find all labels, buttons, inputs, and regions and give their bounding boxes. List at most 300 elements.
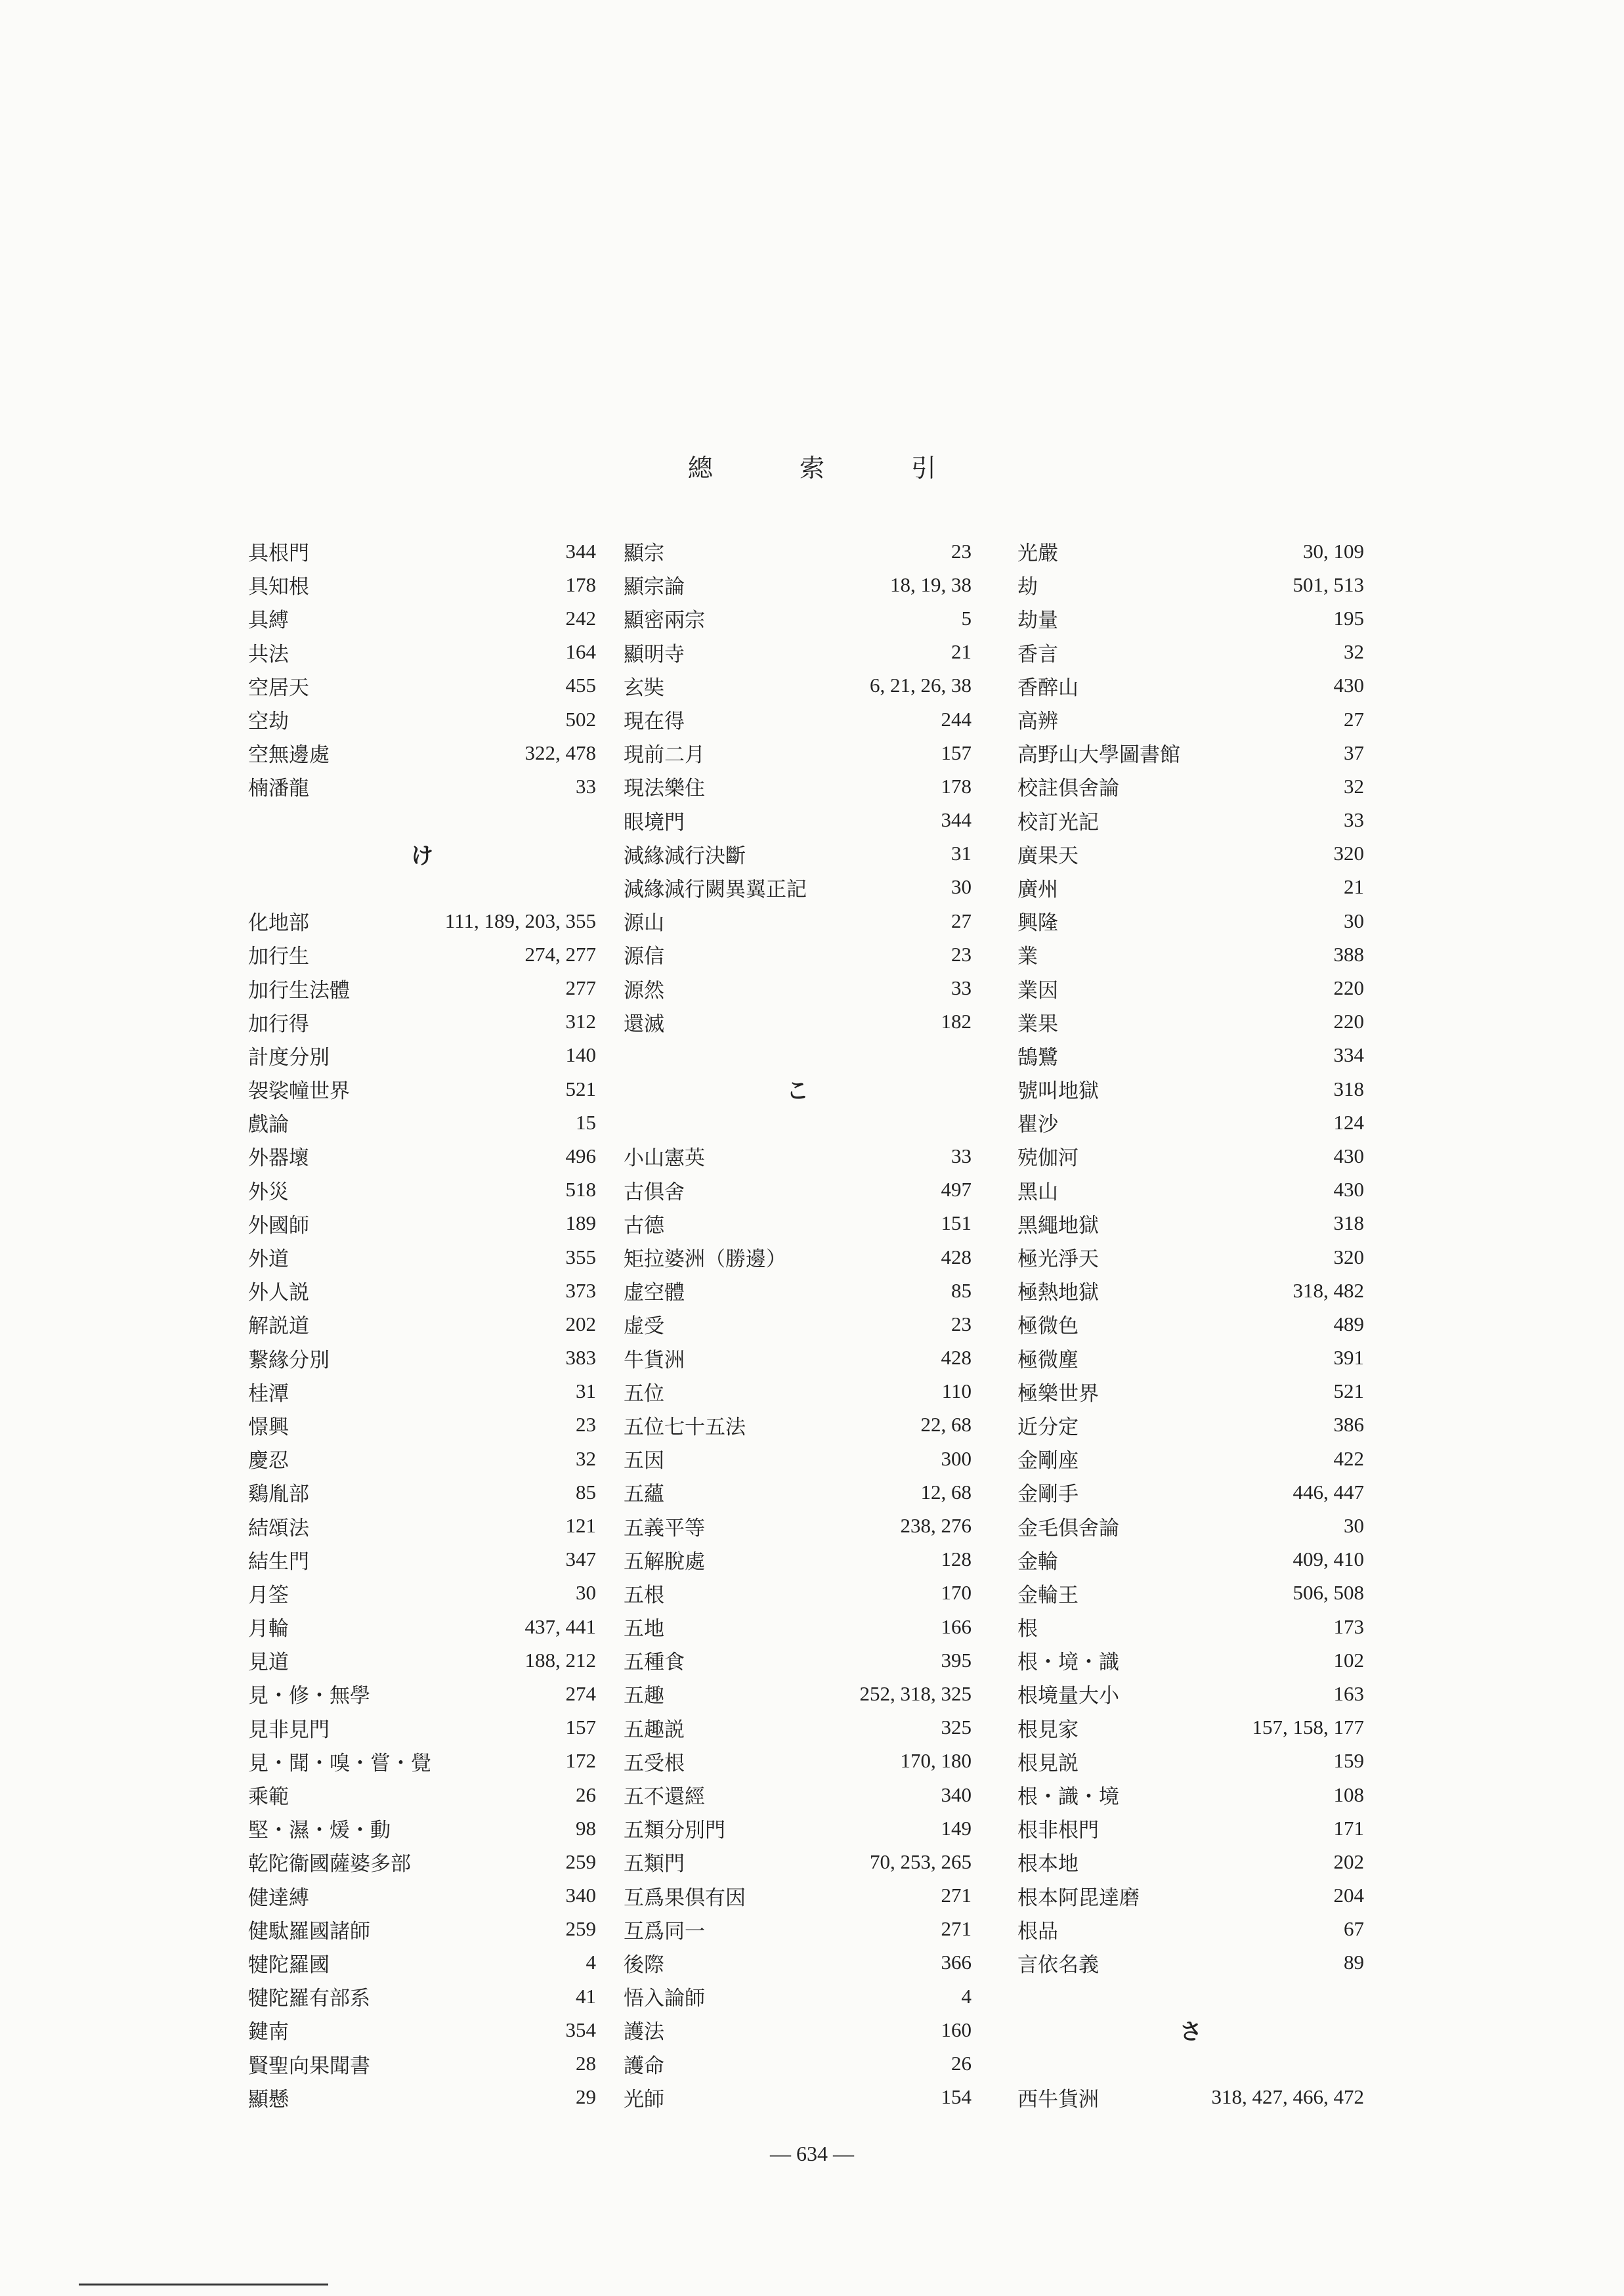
index-term: 外器壞 — [248, 1146, 309, 1171]
page-refs: 455 — [565, 674, 596, 697]
page-refs: 195 — [1333, 606, 1364, 630]
index-term: 憬興 — [248, 1415, 289, 1439]
spacer-row — [624, 1039, 972, 1072]
page-refs: 422 — [1333, 1446, 1364, 1470]
page-refs: 30, 109 — [1303, 539, 1364, 563]
index-term: 黑山 — [1017, 1180, 1058, 1204]
index-entry — [624, 971, 972, 1005]
index-term: 興隆 — [1017, 911, 1058, 936]
page-refs: 108 — [1333, 1783, 1364, 1806]
page-refs: 70, 253, 265 — [870, 1850, 972, 1873]
page-refs: 33 — [951, 976, 972, 1000]
page-refs: 395 — [941, 1648, 972, 1672]
index-term: 西牛貨洲 — [1017, 2087, 1099, 2112]
index-term: 金毛倶舍論 — [1017, 1516, 1119, 1540]
page-refs: 320 — [1333, 1245, 1364, 1268]
page-refs: 386 — [1333, 1413, 1364, 1437]
page-refs: 202 — [1333, 1850, 1364, 1873]
index-entry — [1017, 904, 1364, 938]
index-entry — [248, 1139, 596, 1173]
page-refs: 409, 410 — [1293, 1548, 1364, 1571]
index-term: 五種食 — [624, 1651, 685, 1675]
index-term: 香言 — [1017, 642, 1058, 666]
section-heading: さ — [1180, 2019, 1202, 2046]
page-refs: 98 — [576, 1816, 596, 1840]
index-term: 源然 — [624, 978, 664, 1003]
index-term: 現在得 — [624, 710, 685, 734]
index-entry — [624, 1711, 972, 1744]
index-entry — [624, 837, 972, 871]
page-refs: 259 — [565, 1917, 596, 1941]
index-term: 小山憲英 — [624, 1146, 705, 1171]
index-term: 光師 — [624, 2087, 664, 2112]
page-refs: 318 — [1333, 1077, 1364, 1100]
index-term: 堅・濕・煖・動 — [248, 1819, 391, 1843]
page-refs: 154 — [941, 2085, 972, 2109]
index-entry — [1017, 769, 1364, 803]
index-term: 楠潘龍 — [248, 777, 309, 801]
page-refs: 204 — [1333, 1884, 1364, 1907]
index-entry — [624, 2081, 972, 2114]
index-entry — [248, 1643, 596, 1677]
index-entry — [248, 1980, 596, 2013]
index-column-1 — [248, 534, 596, 2114]
index-term: 鍵南 — [248, 2020, 289, 2045]
index-term: 業果 — [1017, 1012, 1058, 1036]
index-term: 金輪王 — [1017, 1583, 1079, 1607]
index-term: 五解脫處 — [624, 1549, 705, 1574]
page-refs: 32 — [1344, 774, 1364, 798]
index-entry — [248, 1610, 596, 1643]
index-term: 根本阿毘達磨 — [1017, 1886, 1140, 1910]
index-entry — [248, 769, 596, 803]
index-term: 乾陀衞國薩婆多部 — [248, 1852, 411, 1876]
page-refs: 430 — [1333, 1178, 1364, 1202]
index-term: 顯宗 — [624, 542, 664, 566]
page-refs: 252, 318, 325 — [859, 1681, 972, 1705]
index-term: 犍陀羅國 — [248, 1953, 330, 1977]
index-entry — [1017, 1139, 1364, 1173]
page-refs: 37 — [1344, 741, 1364, 764]
index-entry — [624, 1946, 972, 1980]
index-entry — [1017, 1072, 1364, 1106]
page-refs: 26 — [951, 2052, 972, 2075]
page-refs: 159 — [1333, 1749, 1364, 1773]
index-term: 外人説 — [248, 1281, 309, 1305]
index-entry — [1017, 871, 1364, 904]
index-term: 五因 — [624, 1449, 664, 1473]
index-entry — [248, 534, 596, 568]
index-term: 極光淨天 — [1017, 1247, 1099, 1272]
index-entry — [624, 1845, 972, 1878]
index-entry — [248, 1475, 596, 1509]
index-entry — [1017, 1778, 1364, 1811]
index-entry — [248, 1173, 596, 1207]
index-entry — [1017, 1408, 1364, 1442]
index-term: 五蘊 — [624, 1483, 664, 1507]
page-refs: 41 — [576, 1984, 596, 2008]
index-term: 見非見門 — [248, 1718, 330, 1742]
index-entry — [624, 1610, 972, 1643]
index-entry — [1017, 669, 1364, 703]
page-refs: 140 — [565, 1043, 596, 1067]
page-refs: 111, 189, 203, 355 — [444, 909, 596, 932]
index-term: 殑伽河 — [1017, 1146, 1079, 1171]
index-entry — [1017, 1509, 1364, 1542]
page-refs: 6, 21, 26, 38 — [870, 674, 972, 697]
index-term: 根見家 — [1017, 1718, 1079, 1742]
page-refs: 344 — [565, 539, 596, 563]
index-term: 廣州 — [1017, 877, 1058, 901]
page-refs: 28 — [576, 2052, 596, 2075]
index-entry — [624, 1509, 972, 1542]
index-term: 劫 — [1017, 575, 1038, 599]
index-entry — [624, 703, 972, 736]
index-entry — [624, 1207, 972, 1240]
page-refs: 30 — [1344, 1514, 1364, 1538]
page-refs: 163 — [1333, 1681, 1364, 1705]
section-heading: け — [411, 842, 433, 869]
index-term: 瞿沙 — [1017, 1113, 1058, 1137]
index-term: 結頌法 — [248, 1516, 309, 1540]
index-entry — [624, 1576, 972, 1610]
index-entry — [248, 1039, 596, 1072]
page-refs: 164 — [565, 640, 596, 664]
page-refs: 178 — [941, 774, 972, 798]
page-refs: 27 — [1344, 707, 1364, 731]
index-entry — [624, 1274, 972, 1307]
index-entry — [1017, 1475, 1364, 1509]
page-refs: 391 — [1333, 1346, 1364, 1370]
index-entry — [624, 1543, 972, 1576]
index-term: 眼境門 — [624, 810, 685, 834]
page-refs: 18, 19, 38 — [890, 573, 972, 596]
index-term: 加行生 — [248, 945, 309, 969]
index-term: 高辨 — [1017, 710, 1058, 734]
index-entry — [248, 1946, 596, 1980]
index-entry — [248, 568, 596, 601]
index-entry — [248, 1106, 596, 1139]
page-refs: 388 — [1333, 942, 1364, 966]
index-term: 虚受 — [624, 1314, 664, 1339]
page-refs: 489 — [1333, 1312, 1364, 1335]
index-entry — [248, 1509, 596, 1542]
index-entry — [1017, 1576, 1364, 1610]
index-entry — [1017, 1442, 1364, 1475]
index-entry — [1017, 1341, 1364, 1375]
index-entry — [248, 636, 596, 669]
spacer-row — [248, 871, 596, 904]
index-entry — [1017, 636, 1364, 669]
page-refs: 89 — [1344, 1951, 1364, 1974]
index-term: 乘範 — [248, 1785, 289, 1809]
index-entry — [1017, 1543, 1364, 1576]
page-refs: 5 — [961, 606, 972, 630]
index-entry — [248, 1576, 596, 1610]
index-entry — [248, 1677, 596, 1710]
index-entry — [248, 1845, 596, 1878]
index-term: 極微色 — [1017, 1314, 1079, 1339]
index-entry — [248, 703, 596, 736]
index-term: 護法 — [624, 2020, 664, 2045]
index-term: 鵠鷺 — [1017, 1045, 1058, 1070]
index-term: 現前二月 — [624, 743, 705, 768]
index-term: 互爲同一 — [624, 1919, 705, 1943]
index-entry — [248, 1442, 596, 1475]
page-refs: 220 — [1333, 1010, 1364, 1033]
page-refs: 373 — [565, 1278, 596, 1302]
index-term: 共法 — [248, 642, 289, 666]
index-term: 五地 — [624, 1617, 664, 1641]
index-entry — [624, 1811, 972, 1845]
index-term: 古倶舍 — [624, 1180, 685, 1204]
page-refs: 428 — [941, 1245, 972, 1268]
section-heading: こ — [786, 1078, 809, 1105]
bottom-rule — [79, 2284, 328, 2285]
index-entry — [248, 1005, 596, 1039]
index-term: 加行得 — [248, 1012, 309, 1036]
page-refs: 238, 276 — [900, 1514, 972, 1538]
index-term: 玄奘 — [624, 676, 664, 700]
page-refs: 340 — [941, 1783, 972, 1806]
page-refs: 325 — [941, 1716, 972, 1739]
index-entry — [1017, 1643, 1364, 1677]
page-refs: 322, 478 — [524, 741, 596, 764]
page-refs: 32 — [576, 1446, 596, 1470]
page-refs: 383 — [565, 1346, 596, 1370]
page-refs: 202 — [565, 1312, 596, 1335]
page-refs: 521 — [565, 1077, 596, 1100]
index-term: 現法樂住 — [624, 777, 705, 801]
index-term: 言依名義 — [1017, 1953, 1099, 1977]
index-term: 空居天 — [248, 676, 309, 700]
index-entry — [248, 938, 596, 971]
page-refs: 521 — [1333, 1379, 1364, 1403]
index-entry — [624, 1744, 972, 1778]
index-entry — [1017, 1811, 1364, 1845]
index-term: 月輪 — [248, 1617, 289, 1641]
page-title: 總 索 引 — [687, 454, 976, 483]
page-refs: 149 — [941, 1816, 972, 1840]
index-term: 健駄羅國諸師 — [248, 1919, 370, 1943]
page-refs: 102 — [1333, 1648, 1364, 1672]
index-term: 悟入論師 — [624, 1987, 705, 2011]
index-entry — [1017, 1744, 1364, 1778]
index-entry — [1017, 938, 1364, 971]
index-term: 五義平等 — [624, 1516, 705, 1540]
index-column-2 — [624, 534, 972, 2114]
index-entry — [1017, 2081, 1364, 2114]
index-term: 矩拉婆洲（勝邊） — [624, 1247, 786, 1272]
index-term: 鷄胤部 — [248, 1483, 309, 1507]
index-entry — [624, 1240, 972, 1274]
index-term: 根本地 — [1017, 1852, 1079, 1876]
index-entry — [1017, 1610, 1364, 1643]
page-refs: 446, 447 — [1293, 1480, 1364, 1504]
index-entry — [1017, 1711, 1364, 1744]
index-entry — [248, 1240, 596, 1274]
index-entry — [624, 1677, 972, 1710]
index-term: 五位七十五法 — [624, 1415, 746, 1439]
index-entry — [1017, 971, 1364, 1005]
spacer-row — [1017, 2047, 1364, 2080]
index-term: 具根門 — [248, 542, 309, 566]
page-refs: 4 — [586, 1951, 596, 1974]
page-refs: 26 — [576, 1783, 596, 1806]
index-entry — [1017, 568, 1364, 601]
page-refs: 33 — [1344, 808, 1364, 832]
spacer-row — [624, 1106, 972, 1139]
index-entry — [624, 904, 972, 938]
index-term: 校註倶舍論 — [1017, 777, 1119, 801]
page-refs: 30 — [1344, 909, 1364, 932]
page-refs: 85 — [576, 1480, 596, 1504]
page-refs: 347 — [565, 1548, 596, 1571]
index-entry — [624, 1173, 972, 1207]
page-number: — 634 — — [770, 2142, 854, 2165]
page-refs: 173 — [1333, 1614, 1364, 1638]
page-refs: 151 — [941, 1211, 972, 1235]
page-refs: 271 — [941, 1917, 972, 1941]
index-entry — [248, 669, 596, 703]
index-term: 五趣 — [624, 1684, 664, 1708]
index-entry — [248, 1307, 596, 1341]
index-entry — [624, 1307, 972, 1341]
index-entry — [248, 2047, 596, 2080]
index-entry — [248, 1811, 596, 1845]
index-term: 慶忍 — [248, 1449, 289, 1473]
index-entry — [624, 1375, 972, 1408]
index-entry — [1017, 804, 1364, 837]
spacer-row — [1017, 1980, 1364, 2013]
index-term: 業 — [1017, 945, 1038, 969]
page-refs: 189 — [565, 1211, 596, 1235]
page-refs: 320 — [1333, 842, 1364, 865]
index-term: 金剛座 — [1017, 1449, 1079, 1473]
page-refs: 67 — [1344, 1917, 1364, 1941]
index-entry — [248, 1375, 596, 1408]
index-term: 近分定 — [1017, 1415, 1079, 1439]
page-refs: 30 — [951, 875, 972, 899]
index-term: 金輪 — [1017, 1549, 1058, 1574]
index-term: 還滅 — [624, 1012, 664, 1036]
index-entry — [248, 601, 596, 635]
index-term: 繋緣分別 — [248, 1348, 330, 1372]
index-entry — [248, 1778, 596, 1811]
index-term: 外道 — [248, 1247, 289, 1272]
index-term: 根・境・識 — [1017, 1651, 1119, 1675]
index-term: 源信 — [624, 945, 664, 969]
index-entry — [624, 2047, 972, 2080]
page-refs: 354 — [565, 2018, 596, 2041]
index-term: 根 — [1017, 1617, 1038, 1641]
index-term: 極樂世界 — [1017, 1381, 1099, 1406]
index-term: 護命 — [624, 2054, 664, 2078]
page-refs: 23 — [951, 942, 972, 966]
page-refs: 171 — [1333, 1816, 1364, 1840]
index-entry — [624, 871, 972, 904]
page-refs: 428 — [941, 1346, 972, 1370]
index-term: 具知根 — [248, 575, 309, 599]
index-term: 五根 — [624, 1583, 664, 1607]
index-entry — [1017, 1375, 1364, 1408]
index-entry — [1017, 1879, 1364, 1913]
page-refs: 21 — [1344, 875, 1364, 899]
index-term: 牛貨洲 — [624, 1348, 685, 1372]
index-entry — [1017, 534, 1364, 568]
index-term: 根・識・境 — [1017, 1785, 1119, 1809]
index-term: 五趣説 — [624, 1718, 685, 1742]
index-entry — [624, 601, 972, 635]
index-term: 顯明寺 — [624, 642, 685, 666]
index-entry — [248, 1744, 596, 1778]
index-entry — [248, 1711, 596, 1744]
page-refs: 157 — [941, 741, 972, 764]
index-term: 月筌 — [248, 1583, 289, 1607]
page-refs: 259 — [565, 1850, 596, 1873]
index-entry — [1017, 1207, 1364, 1240]
index-entry — [624, 769, 972, 803]
page-refs: 318, 482 — [1293, 1278, 1364, 1302]
index-term: 五不還經 — [624, 1785, 705, 1809]
index-entry — [624, 1980, 972, 2013]
index-term: 五位 — [624, 1381, 664, 1406]
page-refs: 21 — [951, 640, 972, 664]
index-entry — [624, 1139, 972, 1173]
page-refs: 274 — [565, 1681, 596, 1705]
index-entry — [624, 804, 972, 837]
index-entry — [624, 1442, 972, 1475]
index-entry — [248, 736, 596, 769]
page-refs: 366 — [941, 1951, 972, 1974]
index-term: 減緣減行闕異翼正記 — [624, 877, 807, 901]
index-entry — [248, 2081, 596, 2114]
page-refs: 244 — [941, 707, 972, 731]
index-term: 計度分別 — [248, 1045, 330, 1070]
index-entry — [1017, 703, 1364, 736]
index-term: 光嚴 — [1017, 542, 1058, 566]
index-entry — [624, 1879, 972, 1913]
index-term: 香醉山 — [1017, 676, 1079, 700]
index-entry — [1017, 837, 1364, 871]
index-entry — [624, 938, 972, 971]
page-refs: 355 — [565, 1245, 596, 1268]
index-entry — [1017, 1106, 1364, 1139]
index-entry — [1017, 1677, 1364, 1710]
page-refs: 277 — [565, 976, 596, 1000]
page-refs: 506, 508 — [1293, 1581, 1364, 1605]
index-term: 高野山大學圖書館 — [1017, 743, 1180, 768]
index-term: 具縛 — [248, 609, 289, 633]
index-entry — [1017, 1039, 1364, 1072]
page-refs: 300 — [941, 1446, 972, 1470]
index-term: 號叫地獄 — [1017, 1079, 1099, 1104]
page-refs: 501, 513 — [1293, 573, 1364, 596]
index-entry — [1017, 1946, 1364, 1980]
index-term: 根見説 — [1017, 1751, 1079, 1775]
page-refs: 318 — [1333, 1211, 1364, 1235]
index-entry — [1017, 601, 1364, 635]
index-entry — [1017, 1307, 1364, 1341]
page-refs: 518 — [565, 1178, 596, 1202]
index-term: 犍陀羅有部系 — [248, 1987, 370, 2011]
page-refs: 33 — [576, 774, 596, 798]
page-refs: 242 — [565, 606, 596, 630]
index-entry — [624, 1408, 972, 1442]
index-term: 顯懸 — [248, 2087, 289, 2112]
page-refs: 220 — [1333, 976, 1364, 1000]
index-entry — [248, 1543, 596, 1576]
